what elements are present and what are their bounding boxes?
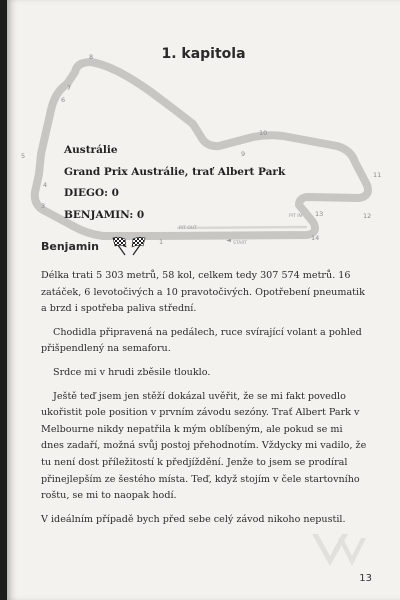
race-info <box>64 140 285 226</box>
paragraph: Délka trati 5 303 metrů, 58 kol, celkem tedy 307 574 metrů. 16 zatáček, 6 levotočivých a 10 pravotočivých. Opotřebení pneumatik a brzd i spotřeba paliva střední. <box>41 270 365 315</box>
turn-number: 11 <box>373 171 382 179</box>
turn-number: 13 <box>315 210 324 218</box>
turn-number: 3 <box>41 202 46 210</box>
turn-number: 12 <box>363 212 372 220</box>
pit-out-label: PIT OUT <box>179 226 197 231</box>
turn-number: 8 <box>89 53 94 61</box>
turn-number: 5 <box>21 152 26 160</box>
turn-number: 9 <box>241 150 246 158</box>
checkered-flags-icon <box>107 236 151 256</box>
paragraph: Ještě teď jsem jen stěží dokázal uvěřit, že se mi fakt povedlo ukořistit pole position v prvním závodu sezóny. Trať Albert Park v Melbourne nikdy nepatřila k mým oblíbeným, ale pokud se mi dnes zadaří, možná svůj postoj přehodnotím. Vždycky mi vadilo, že tu není dost příležitostí k předjíždění. Jenže to jsem se prodíral přinejlepším ze šestého místa. Teď, když stojím v čele startovního roštu, se mi to naopak hodí. <box>41 390 367 502</box>
turn-number: 6 <box>61 96 66 104</box>
score-benjamin: BENJAMIN: 0 <box>64 208 145 221</box>
chapter-body <box>41 268 368 535</box>
turn-number: 10 <box>259 129 268 137</box>
chapter-title: 1. kapitola <box>161 46 246 62</box>
turn-number: 1 <box>159 238 164 246</box>
turn-number: 7 <box>67 84 72 92</box>
page-number: 13 <box>359 573 372 584</box>
score-diego: DIEGO: 0 <box>64 187 119 199</box>
book-page <box>7 0 400 600</box>
paragraph: Srdce mi v hrudi zběsile tlouklo. <box>53 366 211 378</box>
paragraph: V ideálním případě bych před sebe celý závod nikoho nepustil. <box>41 513 346 525</box>
turn-number: 14 <box>311 234 320 242</box>
narrator-name: Benjamin <box>41 239 99 253</box>
paragraph: Chodidla připravená na pedálech, ruce svírající volant a pohled přišpendlený na semaforu. <box>41 326 362 355</box>
start-label: START <box>233 241 247 246</box>
pit-in-label: PIT IN <box>289 214 302 219</box>
turn-number: 4 <box>43 181 48 189</box>
race-event: Grand Prix Austrálie, trať Albert Park <box>64 165 286 178</box>
narrator-heading <box>41 236 151 256</box>
watermark-logo <box>308 530 368 570</box>
race-country: Austrálie <box>64 144 118 156</box>
